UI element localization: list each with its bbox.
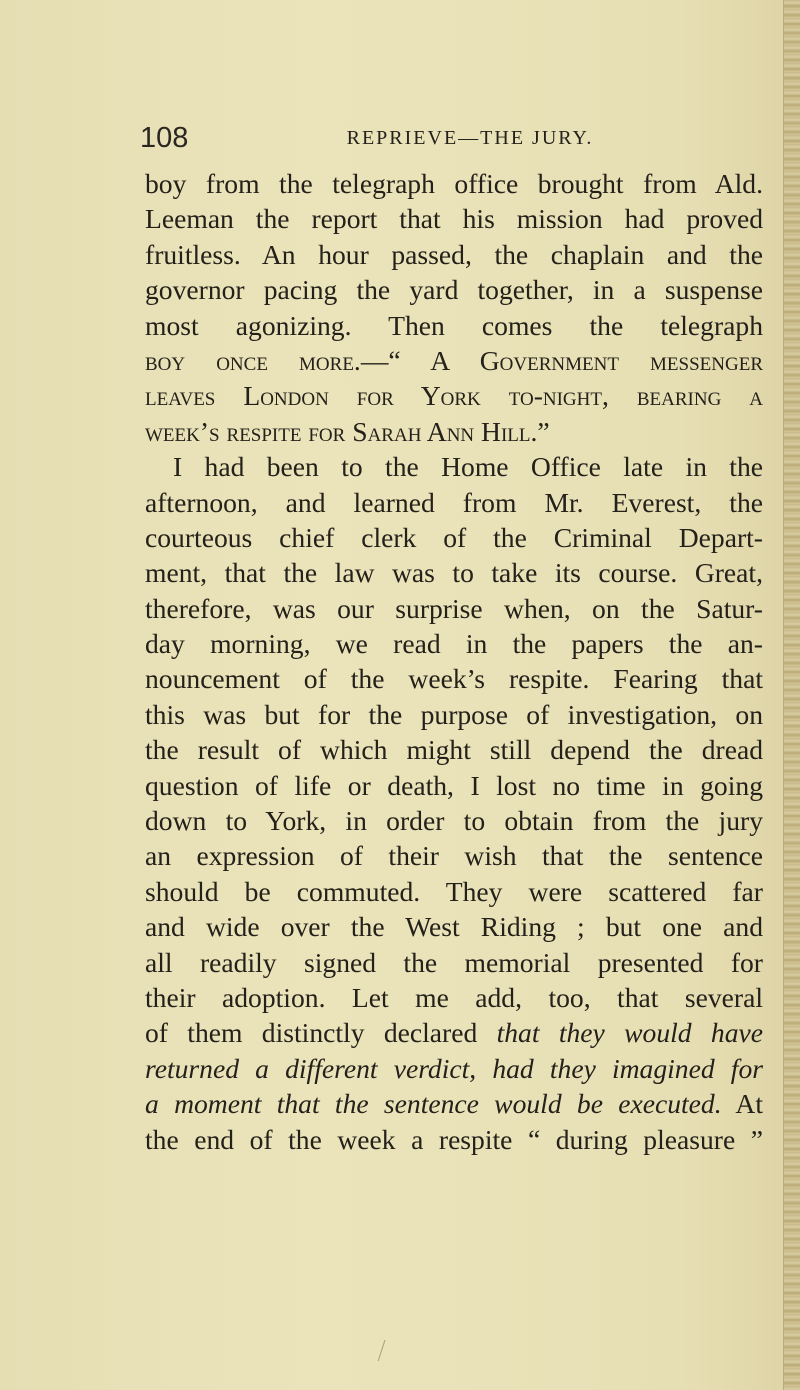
text-line: leaves London for York to-night, bearing a: [145, 380, 763, 412]
text-line: should be commuted. They were scattered far: [145, 875, 763, 907]
text-line: question of life or death, I lost no time in going: [145, 769, 763, 801]
text-line: returned a different verdict, had they imagined for: [145, 1052, 763, 1084]
page-header: [140, 118, 760, 158]
text-line: the end of the week a respite “ during pleasure ”: [145, 1123, 763, 1155]
text-line: boy once more.—“ A Government messenger: [145, 344, 763, 376]
text-line: nouncement of the week’s respite. Fearing that: [145, 663, 763, 695]
text-line: therefore, was our surprise when, on the Satur-: [145, 592, 763, 624]
text-line: week’s respite for Sarah Ann Hill.”: [145, 415, 550, 447]
text-line: courteous chief clerk of the Criminal Depart-: [145, 521, 763, 553]
body-text: [145, 166, 763, 1157]
text-line: most agonizing. Then comes the telegraph: [145, 309, 763, 341]
text-line: all readily signed the memorial presented for: [145, 946, 763, 978]
text-line: [145, 1015, 763, 1050]
text-run: of them distinctly declared: [145, 1017, 497, 1049]
text-line: day morning, we read in the papers the an-: [145, 628, 763, 660]
page-number: 108: [140, 122, 189, 154]
text-line: down to York, in order to obtain from the jury: [145, 805, 763, 837]
text-line: fruitless. An hour passed, the chaplain and the: [145, 238, 763, 270]
text-line: afternoon, and learned from Mr. Everest, the: [145, 486, 763, 518]
pencil-mark: [378, 1340, 389, 1362]
italic-run: a moment that the sentence would be executed.: [145, 1088, 722, 1120]
italic-run: that they would have: [496, 1017, 763, 1049]
text-line: ment, that the law was to take its course. Great,: [145, 557, 763, 589]
text-line: I had been to the Home Office late in the: [173, 451, 763, 483]
text-line: boy from the telegraph office brought from Ald.: [145, 168, 763, 199]
text-line: and wide over the West Riding ; but one and: [145, 911, 763, 943]
text-line: Leeman the report that his mission had proved: [145, 203, 763, 235]
text-line: an expression of their wish that the sentence: [145, 840, 763, 872]
page-edge: [783, 0, 800, 1390]
text-line: governor pacing the yard together, in a suspense: [145, 274, 763, 306]
text-line: [145, 1086, 763, 1121]
text-line: the result of which might still depend the dread: [145, 734, 763, 766]
running-head: REPRIEVE—THE JURY.: [346, 127, 594, 149]
text-line: their adoption. Let me add, too, that several: [145, 981, 763, 1013]
text-run: At: [721, 1088, 763, 1120]
text-line: this was but for the purpose of investigation, on: [145, 698, 763, 730]
